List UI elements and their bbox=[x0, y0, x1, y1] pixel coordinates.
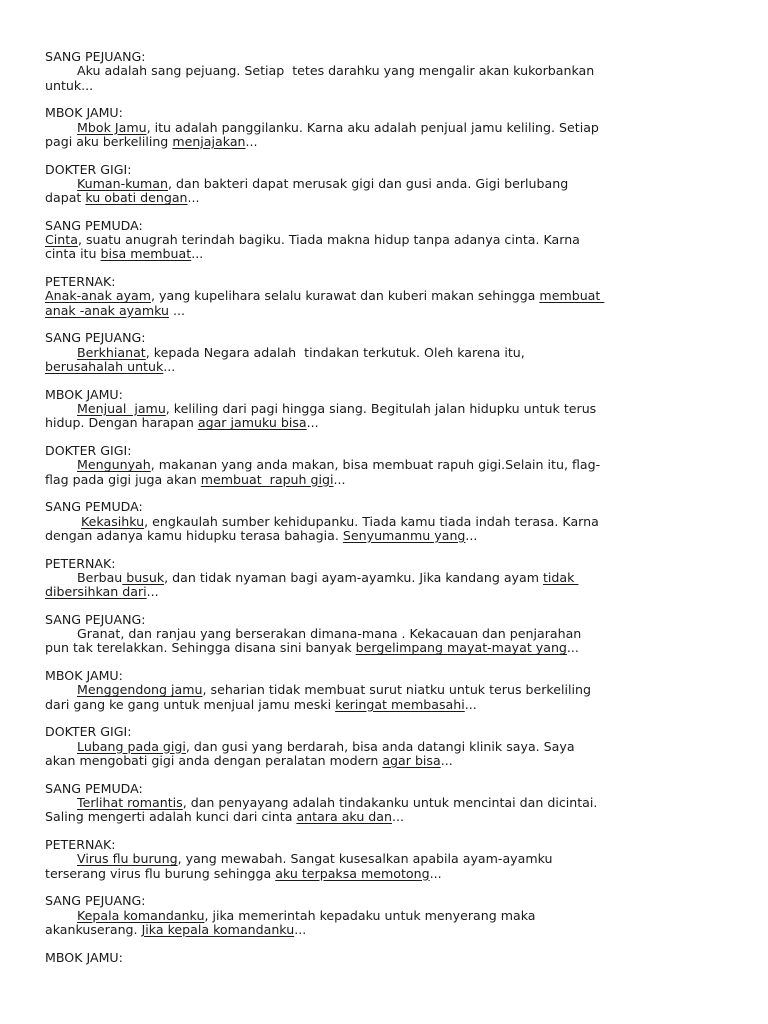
text-segment bbox=[45, 682, 77, 697]
dialogue-line bbox=[45, 923, 725, 937]
underlined-phrase: membuat bbox=[539, 288, 605, 304]
text-segment: ... bbox=[187, 190, 200, 206]
text-segment: ... bbox=[440, 752, 453, 768]
dialogue-block bbox=[45, 725, 725, 768]
text-segment: ... bbox=[333, 471, 346, 487]
speaker-label: MBOK JAMU: bbox=[45, 386, 123, 402]
text-segment bbox=[45, 457, 77, 472]
speaker-label: SANG PEMUDA: bbox=[45, 780, 143, 796]
text-segment: akan mengobati gigi anda dengan peralatan modern bbox=[45, 752, 383, 768]
text-segment bbox=[45, 120, 77, 135]
underlined-phrase: Kuman-kuman bbox=[77, 175, 169, 191]
underlined-phrase: agar jamuku bisa bbox=[197, 415, 307, 431]
dialogue-line bbox=[45, 289, 725, 303]
speaker-label: MBOK JAMU: bbox=[45, 949, 123, 965]
text-segment bbox=[45, 739, 77, 754]
text-segment bbox=[45, 795, 77, 810]
text-segment: , dan bakteri dapat merusak gigi dan gusi anda. Gigi berlubang bbox=[168, 175, 569, 191]
dialogue-line bbox=[45, 627, 725, 641]
underlined-phrase: Kekasihku bbox=[81, 513, 145, 529]
speaker-label: MBOK JAMU: bbox=[45, 668, 123, 684]
dialogue-block bbox=[45, 782, 725, 825]
underlined-phrase: Mengunyah bbox=[77, 457, 151, 473]
dialogue-block bbox=[45, 275, 725, 318]
text-segment bbox=[45, 908, 77, 923]
dialogue-block bbox=[45, 163, 725, 206]
text-segment: , keliling dari pagi hingga siang. Begitulah jalan hidupku untuk terus bbox=[165, 400, 597, 416]
speaker-label: PETERNAK: bbox=[45, 274, 116, 290]
text-segment: dengan adanya kamu hidupku terasa bahagia. bbox=[45, 527, 343, 543]
text-segment bbox=[45, 851, 77, 866]
text-segment: cinta itu bbox=[45, 246, 101, 262]
dialogue-line bbox=[45, 64, 725, 78]
dialogue-block bbox=[45, 951, 725, 965]
speaker-label: MBOK JAMU: bbox=[45, 105, 123, 121]
dialogue-block bbox=[45, 444, 725, 487]
underlined-phrase: keringat membasahi bbox=[335, 696, 465, 712]
text-segment: Granat, dan ranjau yang berserakan dimana-mana . Kekacauan dan penjarahan bbox=[45, 626, 582, 642]
dialogue-line bbox=[45, 867, 725, 881]
dialogue-block bbox=[45, 613, 725, 656]
dialogue-line bbox=[45, 402, 725, 416]
text-segment: Aku adalah sang pejuang. Setiap tetes darahku yang mengalir akan kukorbankan bbox=[45, 63, 595, 79]
underlined-phrase: Lubang pada gigi bbox=[77, 738, 186, 754]
speaker-label: SANG PEMUDA: bbox=[45, 217, 143, 233]
dialogue-block bbox=[45, 669, 725, 712]
underlined-phrase: busuk bbox=[122, 569, 165, 585]
underlined-phrase: Kepala komandanku bbox=[77, 907, 205, 923]
underlined-phrase: bisa membuat bbox=[100, 246, 192, 262]
dialogue-line bbox=[45, 683, 725, 697]
dialogue-line bbox=[45, 852, 725, 866]
speaker-label: SANG PEJUANG: bbox=[45, 330, 146, 346]
text-segment: dapat bbox=[45, 190, 86, 206]
text-segment bbox=[45, 514, 81, 529]
underlined-phrase: bergelimpang mayat-mayat yang bbox=[355, 640, 567, 656]
text-segment bbox=[45, 176, 77, 191]
dialogue-line bbox=[45, 79, 725, 93]
text-segment: ... bbox=[146, 584, 159, 600]
speaker-label: DOKTER GIGI: bbox=[45, 442, 132, 458]
dialogue-line bbox=[45, 360, 725, 374]
dialogue-line bbox=[45, 416, 725, 430]
dialogue-line bbox=[45, 585, 725, 599]
dialogue-block bbox=[45, 106, 725, 149]
text-segment: akankuserang. bbox=[45, 921, 142, 937]
dialogue-block bbox=[45, 557, 725, 600]
text-segment: , engkaulah sumber kehidupanku. Tiada kamu tiada indah terasa. Karna bbox=[144, 513, 599, 529]
dialogue-line bbox=[45, 909, 725, 923]
text-segment: ... bbox=[306, 415, 319, 431]
dialogue-line bbox=[45, 698, 725, 712]
text-segment: , dan tidak nyaman bagi ayam-ayamku. Jika kandang ayam bbox=[164, 569, 543, 585]
text-segment: ... bbox=[392, 809, 405, 825]
text-segment: Saling mengerti adalah kunci dari cinta bbox=[45, 809, 297, 825]
dialogue-block bbox=[45, 838, 725, 881]
text-segment: , yang mewabah. Sangat kusesalkan apabila ayam-ayamku bbox=[177, 851, 553, 867]
dialogue-line bbox=[45, 135, 725, 149]
dialogue-line bbox=[45, 571, 725, 585]
speaker-label: DOKTER GIGI: bbox=[45, 724, 132, 740]
dialogue-line bbox=[45, 233, 725, 247]
underlined-phrase: agar bisa bbox=[382, 752, 441, 768]
text-segment: pun tak terelakkan. Sehingga disana sini banyak bbox=[45, 640, 356, 656]
dialogue-block bbox=[45, 50, 725, 93]
text-segment: pagi aku berkeliling bbox=[45, 133, 173, 149]
speaker-label: PETERNAK: bbox=[45, 836, 116, 852]
dialogue-block bbox=[45, 219, 725, 262]
underlined-phrase: Terlihat romantis bbox=[77, 794, 183, 810]
text-segment: terserang virus flu burung sehingga bbox=[45, 865, 276, 881]
underlined-phrase: Mbok Jamu bbox=[77, 119, 147, 135]
text-segment: Berbau bbox=[45, 569, 123, 585]
text-segment: ... bbox=[163, 359, 176, 374]
dialogue-block bbox=[45, 331, 725, 374]
dialogue-line bbox=[45, 796, 725, 810]
underlined-phrase: Menjual jamu bbox=[77, 400, 166, 416]
text-segment: ... bbox=[566, 640, 579, 656]
underlined-phrase: anak -anak ayamku bbox=[45, 302, 170, 318]
text-segment: , jika memerintah kepadaku untuk menyerang maka bbox=[204, 907, 536, 923]
dialogue-line bbox=[45, 473, 725, 487]
underlined-phrase: ku obati dengan bbox=[85, 190, 188, 206]
text-segment: ... bbox=[465, 527, 478, 543]
text-segment: ... bbox=[191, 246, 204, 262]
text-segment: ... bbox=[294, 921, 307, 937]
dialogue-line bbox=[45, 810, 725, 824]
dialogue-block bbox=[45, 894, 725, 937]
underlined-phrase: Jika kepala komandanku bbox=[141, 921, 295, 937]
text-segment: , makanan yang anda makan, bisa membuat rapuh gigi.Selain itu, flag- bbox=[150, 457, 601, 473]
document-page bbox=[45, 50, 725, 978]
text-segment: , seharian tidak membuat surut niatku untuk terus berkeliling bbox=[202, 682, 591, 698]
dialogue-line bbox=[45, 458, 725, 472]
dialogue-line bbox=[45, 177, 725, 191]
text-segment: ... bbox=[169, 302, 186, 318]
dialogue-line bbox=[45, 346, 725, 360]
underlined-phrase: antara aku dan bbox=[296, 809, 392, 825]
dialogue-block bbox=[45, 388, 725, 431]
underlined-phrase: Berkhianat bbox=[77, 344, 146, 360]
text-segment: , suatu anugrah terindah bagiku. Tiada makna hidup tanpa adanya cinta. Karna bbox=[77, 232, 580, 248]
underlined-phrase: Senyumanmu yang bbox=[342, 527, 466, 543]
dialogue-line bbox=[45, 754, 725, 768]
underlined-phrase: Anak-anak ayam bbox=[45, 288, 152, 304]
underlined-phrase: Cinta bbox=[45, 232, 78, 248]
text-segment: , itu adalah panggilanku. Karna aku adalah penjual jamu keliling. Setiap bbox=[146, 119, 599, 135]
dialogue-block bbox=[45, 500, 725, 543]
dialogue-line bbox=[45, 529, 725, 543]
speaker-label: SANG PEJUANG: bbox=[45, 611, 146, 627]
speaker-label: DOKTER GIGI: bbox=[45, 161, 132, 177]
dialogue-line bbox=[45, 515, 725, 529]
speaker-label: PETERNAK: bbox=[45, 555, 116, 571]
text-segment: , kepada Negara adalah tindakan terkutuk. Oleh karena itu, bbox=[145, 344, 525, 360]
underlined-phrase: dibersihkan dari bbox=[45, 584, 147, 600]
speaker-label: SANG PEMUDA: bbox=[45, 499, 143, 515]
underlined-phrase: Menggendong jamu bbox=[77, 682, 203, 698]
text-segment: ... bbox=[245, 133, 258, 149]
underlined-phrase: membuat rapuh gigi bbox=[200, 471, 334, 487]
text-segment: , dan penyayang adalah tindakanku untuk mencintai dan dicintai. bbox=[182, 794, 598, 810]
speaker-label: SANG PEJUANG: bbox=[45, 49, 146, 64]
text-segment: ... bbox=[464, 696, 477, 712]
dialogue-line bbox=[45, 740, 725, 754]
text-segment bbox=[45, 345, 77, 360]
text-segment: , yang kupelihara selalu kurawat dan kuberi makan sehingga bbox=[151, 288, 540, 304]
text-segment: flag pada gigi juga akan bbox=[45, 471, 201, 487]
underlined-phrase: tidak bbox=[542, 569, 579, 585]
speaker-label: SANG PEJUANG: bbox=[45, 893, 146, 909]
dialogue-line bbox=[45, 247, 725, 261]
dialogue-line bbox=[45, 191, 725, 205]
text-segment: dari gang ke gang untuk menjual jamu meski bbox=[45, 696, 336, 712]
underlined-phrase: menjajakan bbox=[172, 133, 246, 149]
text-segment: untuk... bbox=[45, 77, 94, 93]
text-segment: ... bbox=[429, 865, 442, 881]
text-segment: hidup. Dengan harapan bbox=[45, 415, 198, 431]
dialogue-line bbox=[45, 641, 725, 655]
dialogue-line bbox=[45, 304, 725, 318]
underlined-phrase: aku terpaksa memotong bbox=[275, 865, 430, 881]
text-segment: , dan gusi yang berdarah, bisa anda datangi klinik saya. Saya bbox=[185, 738, 575, 754]
underlined-phrase: Virus flu burung bbox=[77, 851, 178, 867]
underlined-phrase: berusahalah untuk bbox=[45, 359, 164, 374]
dialogue-line bbox=[45, 121, 725, 135]
text-segment bbox=[45, 401, 77, 416]
